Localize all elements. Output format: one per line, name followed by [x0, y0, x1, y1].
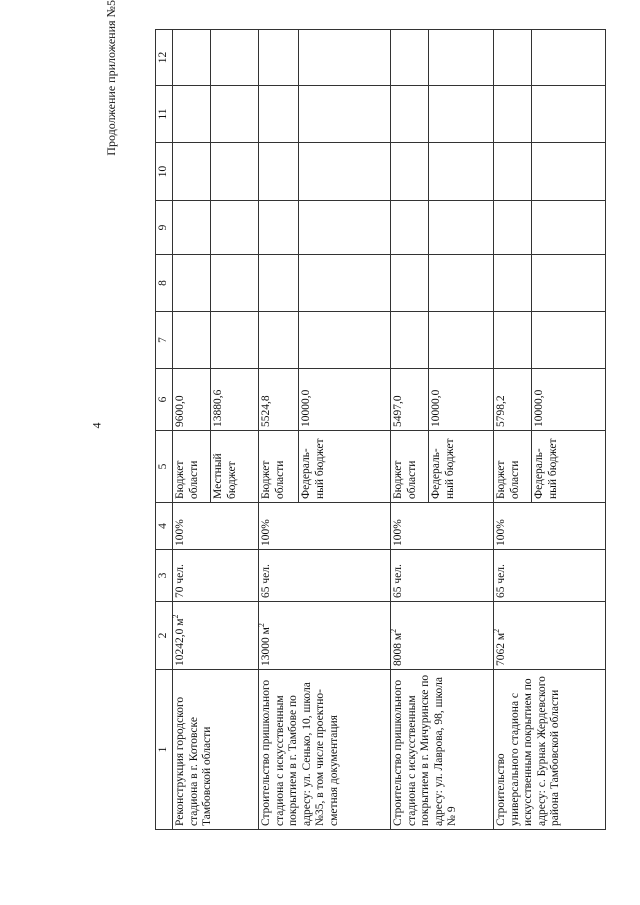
empty-cell [211, 30, 259, 86]
empty-cell [211, 255, 259, 312]
project-capacity: 70 чел. [173, 550, 259, 602]
empty-cell [259, 143, 299, 201]
funding-amount: 5524,8 [259, 369, 299, 431]
funding-source: Местный бюджет [211, 431, 259, 503]
column-number: 11 [156, 86, 173, 143]
column-number: 5 [156, 431, 173, 503]
empty-cell [173, 312, 211, 369]
empty-cell [173, 201, 211, 255]
empty-cell [494, 143, 532, 201]
empty-cell [299, 143, 391, 201]
project-readiness: 100% [391, 503, 494, 550]
funding-amount: 5497,0 [391, 369, 429, 431]
project-name: Строительство пришкольного стадиона с искусственным покрытием в г. Мичуринске по адресу: ул. Лаврова, 98, школа № 9 [391, 670, 494, 830]
empty-cell [259, 255, 299, 312]
empty-cell [211, 143, 259, 201]
empty-cell [494, 30, 532, 86]
project-name: Строительство универсального стадиона с искусственным покрытием по адресу: с. Бурнак Жердевского района Тамбовской области [494, 670, 606, 830]
funding-amount: 10000,0 [532, 369, 606, 431]
page-number: 4 [89, 422, 104, 429]
empty-cell [429, 30, 494, 86]
empty-cell [211, 86, 259, 143]
funding-amount: 10000,0 [299, 369, 391, 431]
project-capacity: 65 чел. [391, 550, 494, 602]
empty-cell [532, 30, 606, 86]
empty-cell [429, 201, 494, 255]
funding-source: Федераль-ный бюджет [532, 431, 606, 503]
empty-cell [429, 312, 494, 369]
empty-cell [494, 201, 532, 255]
appendix-table [155, 29, 606, 830]
empty-cell [532, 312, 606, 369]
empty-cell [494, 86, 532, 143]
table-row [494, 30, 532, 830]
empty-cell [532, 143, 606, 201]
empty-cell [532, 201, 606, 255]
empty-cell [299, 255, 391, 312]
table-row [259, 30, 299, 830]
funding-source: Федераль-ный бюджет [299, 431, 391, 503]
empty-cell [391, 143, 429, 201]
empty-cell [494, 255, 532, 312]
funding-source: Бюджет области [494, 431, 532, 503]
funding-source: Федераль-ный бюджет [429, 431, 494, 503]
empty-cell [391, 255, 429, 312]
column-number: 7 [156, 312, 173, 369]
empty-cell [391, 86, 429, 143]
project-area: 10242,0 $м^2$ [173, 602, 259, 670]
column-number: 1 [156, 670, 173, 830]
project-readiness: 100% [173, 503, 259, 550]
column-number: 6 [156, 369, 173, 431]
empty-cell [173, 255, 211, 312]
empty-cell [299, 30, 391, 86]
continuation-label: Продолжение приложения №5 [104, 0, 118, 156]
project-name: Реконструкция городского стадиона в г. Котовске Тамбовской области [173, 670, 259, 830]
project-area: 8008 $м^2$ [391, 602, 494, 670]
column-number: 3 [156, 550, 173, 602]
funding-amount: 5798,2 [494, 369, 532, 431]
funding-source: Бюджет области [391, 431, 429, 503]
empty-cell [173, 143, 211, 201]
empty-cell [429, 86, 494, 143]
project-name: Строительство пришкольного стадиона с искусственным покрытием в г. Тамбове по адресу: ул. Сенько, 10, школа №35, в том числе проектно-сметная документация [259, 670, 391, 830]
column-number-row [156, 30, 173, 830]
project-readiness: 100% [259, 503, 391, 550]
empty-cell [211, 312, 259, 369]
empty-cell [299, 201, 391, 255]
empty-cell [532, 86, 606, 143]
empty-cell [259, 312, 299, 369]
empty-cell [532, 255, 606, 312]
project-capacity: 65 чел. [259, 550, 391, 602]
funding-amount: 9600,0 [173, 369, 211, 431]
empty-cell [211, 201, 259, 255]
empty-cell [259, 86, 299, 143]
empty-cell [391, 30, 429, 86]
empty-cell [173, 86, 211, 143]
funding-amount: 10000,0 [429, 369, 494, 431]
rotated-table-container [155, 30, 610, 830]
table-row [391, 30, 429, 830]
project-readiness: 100% [494, 503, 606, 550]
funding-amount: 13880,6 [211, 369, 259, 431]
empty-cell [299, 312, 391, 369]
table-row [173, 30, 211, 830]
empty-cell [299, 86, 391, 143]
empty-cell [173, 30, 211, 86]
funding-source: Бюджет области [259, 431, 299, 503]
column-number: 10 [156, 143, 173, 201]
empty-cell [391, 201, 429, 255]
funding-source: Бюджет области [173, 431, 211, 503]
empty-cell [391, 312, 429, 369]
project-capacity: 65 чел. [494, 550, 606, 602]
project-area: 13000 $м^2$ [259, 602, 391, 670]
empty-cell [259, 201, 299, 255]
column-number: 9 [156, 201, 173, 255]
column-number: 8 [156, 255, 173, 312]
empty-cell [429, 143, 494, 201]
empty-cell [429, 255, 494, 312]
column-number: 2 [156, 602, 173, 670]
column-number: 12 [156, 30, 173, 86]
column-number: 4 [156, 503, 173, 550]
empty-cell [494, 312, 532, 369]
project-area: 7062 $м^2$ [494, 602, 606, 670]
empty-cell [259, 30, 299, 86]
